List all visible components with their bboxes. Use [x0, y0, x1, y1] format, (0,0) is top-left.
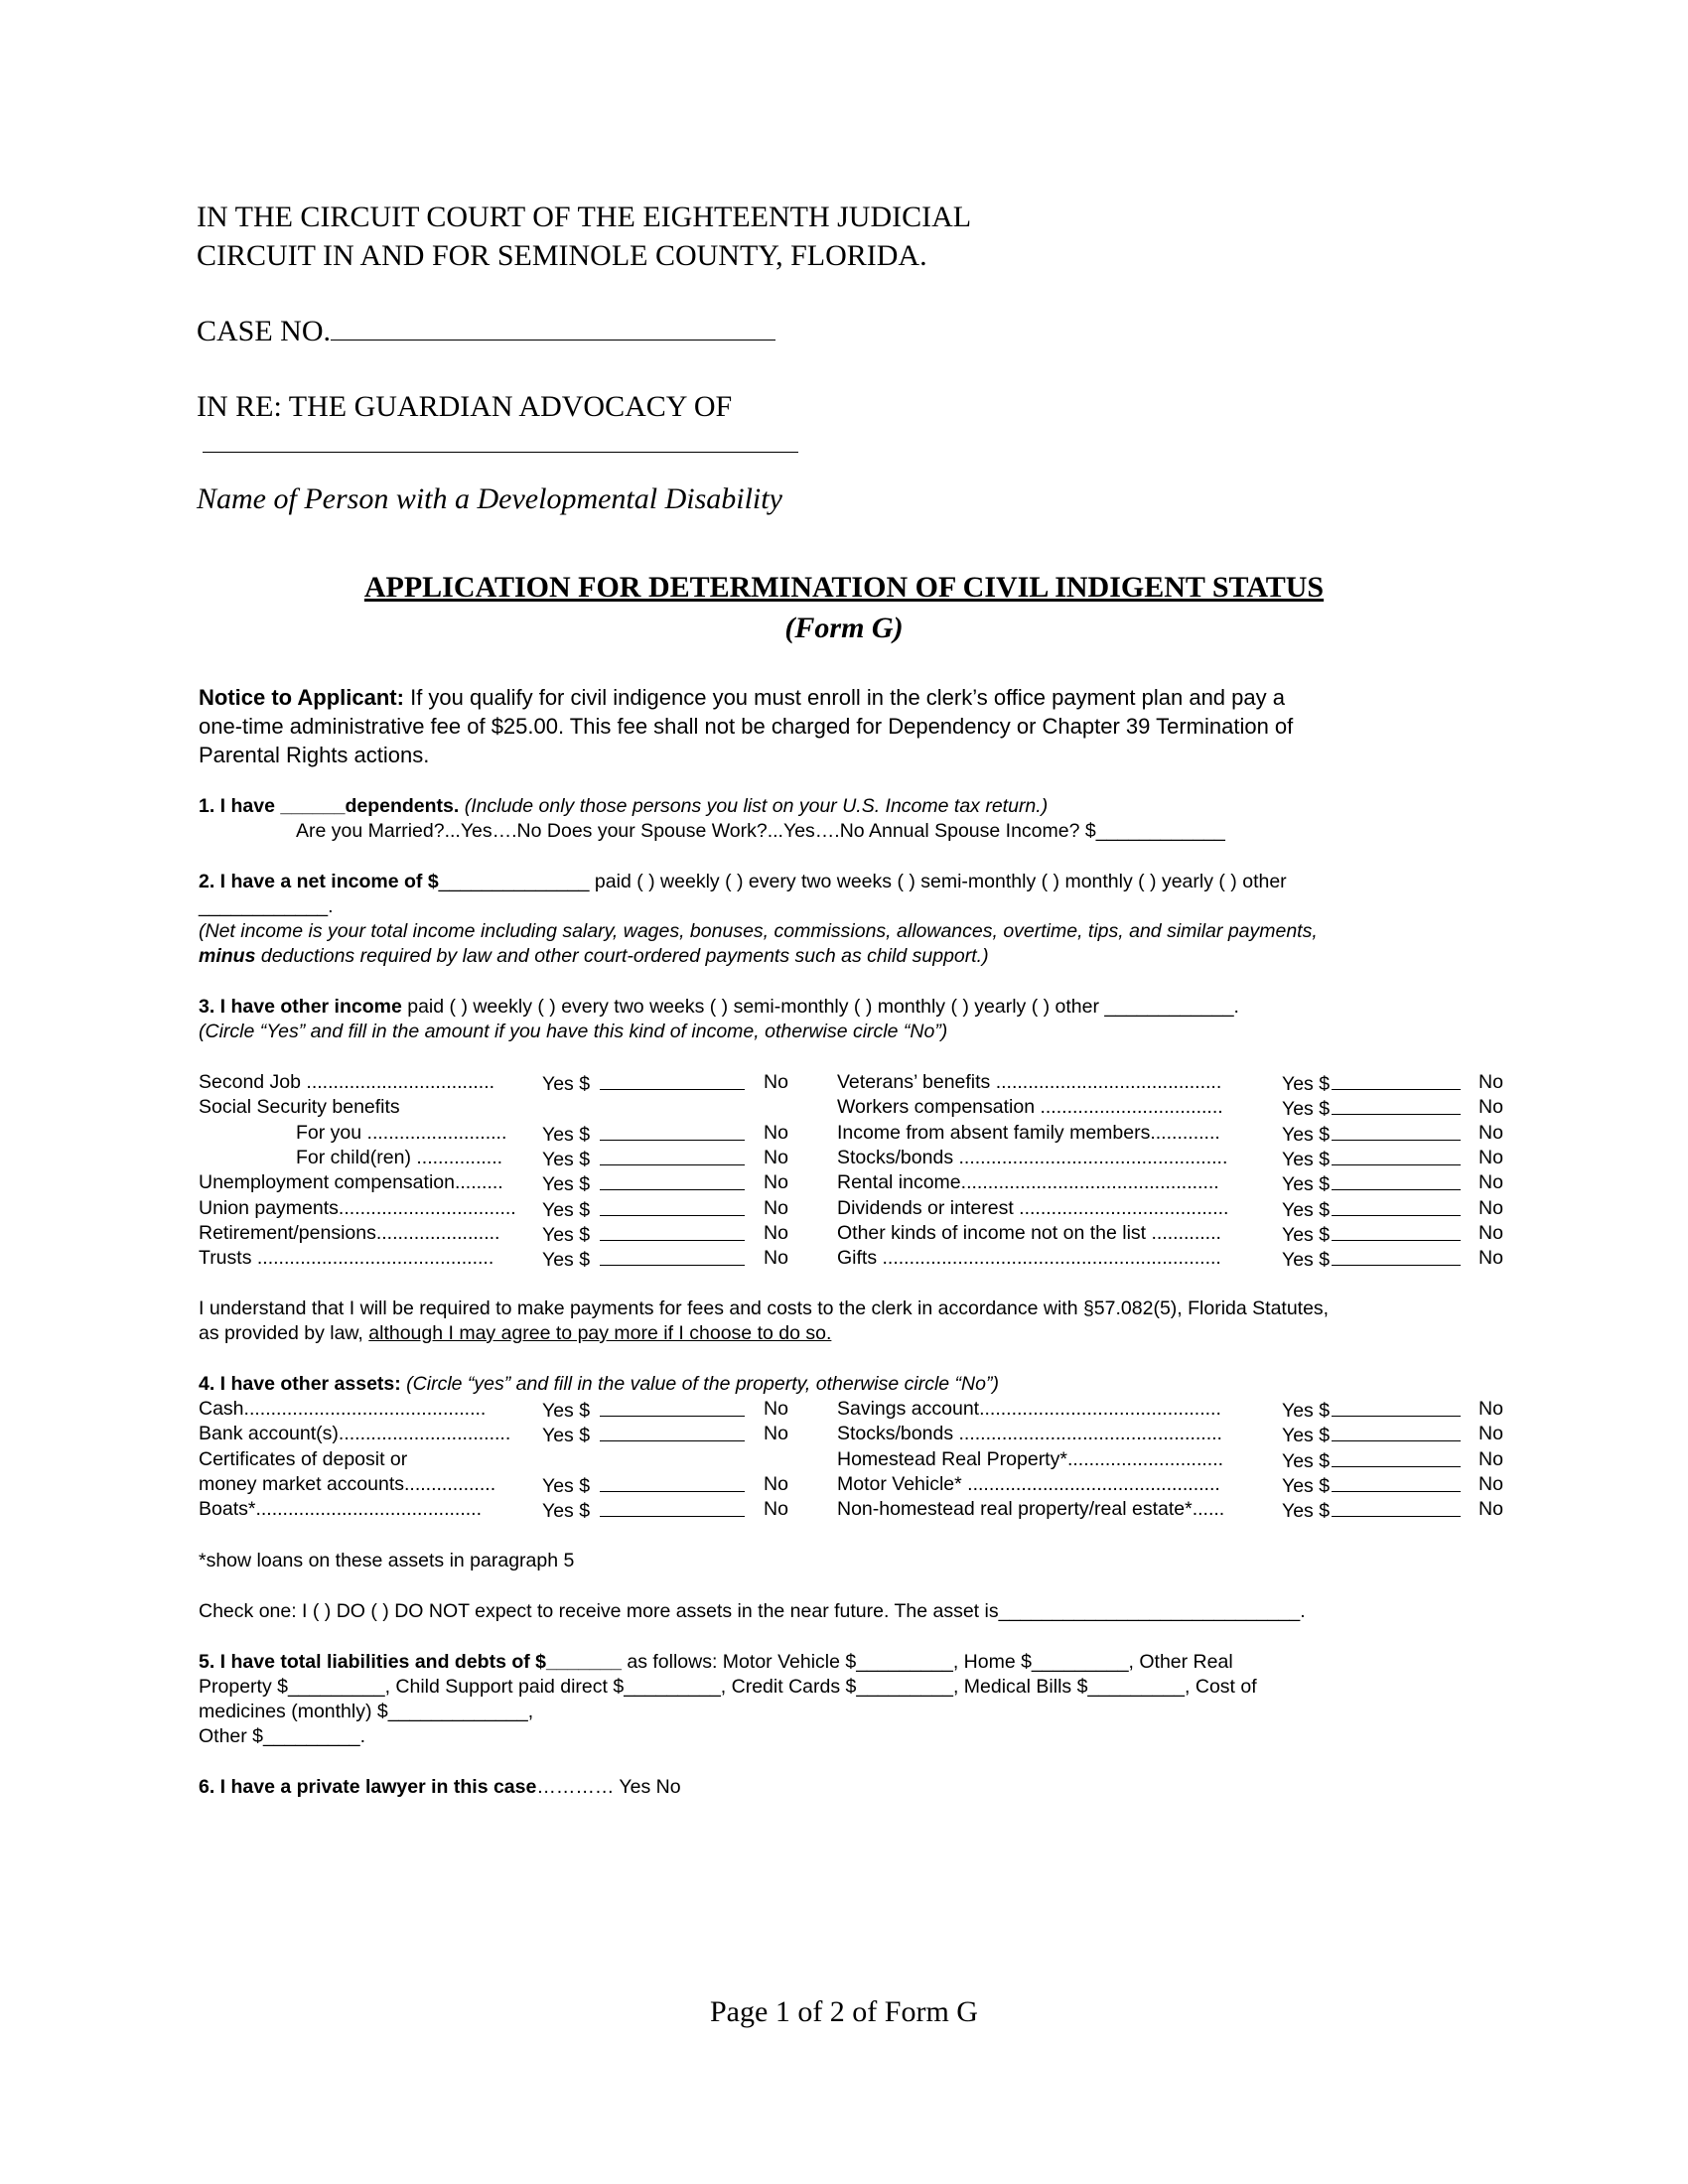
- form-title: APPLICATION FOR DETERMINATION OF CIVIL INDIGENT STATUS: [363, 571, 1325, 604]
- no-option[interactable]: No: [1478, 1121, 1503, 1144]
- yes-amount-field[interactable]: Yes $: [1282, 1147, 1461, 1171]
- amount-blank[interactable]: [1332, 1147, 1461, 1165]
- dependents-field[interactable]: ______: [280, 795, 346, 817]
- no-option[interactable]: No: [764, 1121, 788, 1144]
- notice-label: Notice to Applicant:: [199, 685, 404, 710]
- case-number: [197, 314, 775, 348]
- amount-blank[interactable]: [600, 1398, 745, 1417]
- amount-blank[interactable]: [1332, 1071, 1461, 1090]
- row-label: Motor Vehicle* ...............................................: [837, 1472, 1220, 1495]
- yes-amount-field[interactable]: Yes $: [542, 1197, 745, 1222]
- case-no-field[interactable]: [331, 314, 775, 341]
- yes-amount-field[interactable]: Yes $: [1282, 1473, 1461, 1498]
- table-row: [837, 1247, 1512, 1273]
- no-option[interactable]: No: [764, 1398, 788, 1420]
- no-option[interactable]: No: [764, 1221, 788, 1244]
- amount-blank[interactable]: [1332, 1423, 1461, 1441]
- yes-amount-field[interactable]: Yes $: [1282, 1448, 1461, 1473]
- notice-line-2: one-time administrative fee of $25.00. This fee shall not be charged for Dependency or Chapter 39 Termination of: [199, 714, 1294, 739]
- yes-amount-field[interactable]: Yes $: [1282, 1247, 1461, 1272]
- no-option[interactable]: No: [1478, 1447, 1503, 1470]
- amount-blank[interactable]: [1332, 1197, 1461, 1216]
- row-label: Rental income................................................: [837, 1171, 1219, 1194]
- court-line-1: IN THE CIRCUIT COURT OF THE EIGHTEENTH JUDICIAL: [197, 201, 972, 233]
- name-caption: Name of Person with a Developmental Disability: [197, 482, 782, 515]
- amount-blank[interactable]: [1332, 1498, 1461, 1517]
- yes-amount-field[interactable]: Yes $: [542, 1147, 745, 1171]
- row-label: Cash.............................................: [199, 1398, 487, 1420]
- amount-blank[interactable]: [600, 1222, 745, 1241]
- yes-amount-field[interactable]: Yes $: [1282, 1222, 1461, 1247]
- q2-line-1: 2. I have a net income of $______________ paid ( ) weekly ( ) every two weeks ( ) semi-monthly ( ) monthly ( ) yearly ( ) other: [199, 871, 1287, 892]
- table-row: [837, 1096, 1512, 1122]
- row-label: For child(ren) ................: [296, 1146, 503, 1168]
- amount-blank[interactable]: [600, 1197, 745, 1216]
- table-row: [199, 1222, 794, 1248]
- no-option[interactable]: No: [764, 1071, 788, 1093]
- yes-amount-field[interactable]: Yes $: [542, 1498, 745, 1523]
- row-label: money market accounts.................: [199, 1472, 496, 1495]
- yes-amount-field[interactable]: Yes $: [1282, 1122, 1461, 1147]
- row-label: Trusts ............................................: [199, 1247, 494, 1270]
- amount-blank[interactable]: [600, 1122, 745, 1141]
- q5-line-4[interactable]: Other $_________.: [199, 1725, 366, 1747]
- row-label: Veterans’ benefits ..........................................: [837, 1071, 1222, 1093]
- amount-blank[interactable]: [600, 1071, 745, 1090]
- q6-line: 6. I have a private lawyer in this case………… Yes No: [199, 1776, 681, 1798]
- page-footer: Page 1 of 2 of Form G: [710, 1995, 978, 2028]
- table-row: [837, 1122, 1512, 1148]
- yes-amount-field[interactable]: Yes $: [1282, 1071, 1461, 1096]
- amount-blank[interactable]: [1332, 1171, 1461, 1190]
- row-label: Social Security benefits: [199, 1096, 400, 1119]
- notice-line-1: Notice to Applicant: If you qualify for civil indigence you must enroll in the clerk’s office payment plan and pay a: [199, 685, 1285, 710]
- no-option[interactable]: No: [1478, 1171, 1503, 1194]
- table-row: [837, 1498, 1512, 1524]
- in-re-line: IN RE: THE GUARDIAN ADVOCACY OF: [197, 390, 733, 423]
- no-option[interactable]: No: [764, 1472, 788, 1495]
- row-label: Boats*..........................................: [199, 1498, 482, 1521]
- form-subtitle: (Form G): [784, 612, 904, 644]
- no-option[interactable]: No: [764, 1196, 788, 1219]
- yes-amount-field[interactable]: Yes $: [542, 1222, 745, 1247]
- table-row: [199, 1473, 794, 1499]
- no-option[interactable]: No: [1478, 1096, 1503, 1119]
- q5-line-3[interactable]: medicines (monthly) $_____________,: [199, 1701, 534, 1722]
- yes-amount-field[interactable]: Yes $: [542, 1247, 745, 1272]
- no-option[interactable]: No: [1478, 1146, 1503, 1168]
- amount-blank[interactable]: [600, 1247, 745, 1266]
- table-row: [199, 1147, 794, 1172]
- table-row: [199, 1247, 794, 1273]
- amount-blank[interactable]: [600, 1423, 745, 1441]
- no-option[interactable]: No: [1478, 1247, 1503, 1270]
- understand-line-1: I understand that I will be required to make payments for fees and costs to the clerk in accordance with §57.082(5), Florida Statutes,: [199, 1297, 1330, 1319]
- row-label: Union payments.................................: [199, 1196, 516, 1219]
- yes-amount-field[interactable]: Yes $: [542, 1071, 745, 1096]
- amount-blank[interactable]: [1332, 1122, 1461, 1141]
- table-row: [837, 1398, 1512, 1424]
- notice-line-3: Parental Rights actions.: [199, 743, 430, 767]
- amount-blank[interactable]: [1332, 1398, 1461, 1417]
- yes-amount-field[interactable]: Yes $: [1282, 1398, 1461, 1423]
- table-row: [199, 1096, 794, 1122]
- row-label: Gifts ...............................................................: [837, 1247, 1221, 1270]
- row-label: Stocks/bonds ..................................................: [837, 1146, 1228, 1168]
- yes-amount-field[interactable]: Yes $: [1282, 1096, 1461, 1121]
- row-label: Dividends or interest .......................................: [837, 1196, 1229, 1219]
- q1-line-1: 1. I have ______dependents. (Include only those persons you list on your U.S. Income tax return.): [199, 795, 1049, 817]
- q2-note-2: minus deductions required by law and other court-ordered payments such as child support.): [199, 945, 989, 967]
- amount-blank[interactable]: [600, 1171, 745, 1190]
- table-row: [837, 1423, 1512, 1448]
- row-label: Non-homestead real property/real estate*......: [837, 1498, 1225, 1521]
- amount-blank[interactable]: [600, 1147, 745, 1165]
- q5-line-1: 5. I have total liabilities and debts of $_______ as follows: Motor Vehicle $_________, Home $_________, Other Real: [199, 1651, 1233, 1673]
- table-row: [199, 1498, 794, 1524]
- table-row: [199, 1398, 794, 1424]
- court-line-2: CIRCUIT IN AND FOR SEMINOLE COUNTY, FLORIDA.: [197, 239, 927, 272]
- table-row: [837, 1473, 1512, 1499]
- yes-amount-field[interactable]: Yes $: [542, 1398, 745, 1423]
- yes-amount-field[interactable]: Yes $: [542, 1122, 745, 1147]
- yes-amount-field[interactable]: Yes $: [542, 1423, 745, 1447]
- ward-name-field[interactable]: [203, 452, 798, 453]
- no-option[interactable]: No: [1478, 1498, 1503, 1521]
- loans-note: *show loans on these assets in paragraph 5: [199, 1550, 575, 1571]
- table-row: [837, 1171, 1512, 1197]
- table-row: [837, 1448, 1512, 1474]
- row-label: Bank account(s)................................: [199, 1423, 511, 1445]
- q2-other-field[interactable]: ____________.: [199, 895, 334, 917]
- q3-line-1: 3. I have other income paid ( ) weekly ( ) every two weeks ( ) semi-monthly ( ) monthly ( ) yearly ( ) other ____________.: [199, 996, 1239, 1018]
- q3-note: (Circle “Yes” and fill in the amount if you have this kind of income, otherwise circle “No”): [199, 1021, 948, 1042]
- table-row: [837, 1197, 1512, 1223]
- yes-amount-field[interactable]: Yes $: [542, 1171, 745, 1196]
- row-label: Unemployment compensation.........: [199, 1171, 503, 1194]
- yes-amount-field[interactable]: Yes $: [1282, 1171, 1461, 1196]
- table-row: [837, 1147, 1512, 1172]
- q2-note-1: (Net income is your total income including salary, wages, bonuses, commissions, allowances, overtime, tips, and similar payments,: [199, 920, 1318, 942]
- table-row: [837, 1222, 1512, 1248]
- amount-blank[interactable]: [1332, 1222, 1461, 1241]
- amount-blank[interactable]: [1332, 1473, 1461, 1492]
- table-row: [199, 1171, 794, 1197]
- table-row: [199, 1122, 794, 1148]
- yes-amount-field[interactable]: Yes $: [1282, 1498, 1461, 1523]
- amount-blank[interactable]: [600, 1473, 745, 1492]
- amount-blank[interactable]: [1332, 1247, 1461, 1266]
- no-option[interactable]: No: [1478, 1423, 1503, 1445]
- q5-line-2[interactable]: Property $_________, Child Support paid direct $_________, Credit Cards $_________, Medical Bills $_________, Cost of: [199, 1676, 1257, 1698]
- q4-line-1: 4. I have other assets: (Circle “yes” and fill in the value of the property, otherwise circle “No”): [199, 1373, 999, 1395]
- yes-amount-field[interactable]: Yes $: [1282, 1423, 1461, 1447]
- row-label: Second Job ...................................: [199, 1071, 495, 1093]
- no-option[interactable]: No: [1478, 1472, 1503, 1495]
- total-debts-field[interactable]: _______: [546, 1651, 622, 1673]
- amount-blank[interactable]: [1332, 1448, 1461, 1467]
- no-option[interactable]: No: [764, 1498, 788, 1521]
- row-label: Income from absent family members.............: [837, 1121, 1220, 1144]
- yes-amount-field[interactable]: Yes $: [542, 1473, 745, 1498]
- private-lawyer-choice[interactable]: ………… Yes No: [536, 1776, 681, 1798]
- no-option[interactable]: No: [1478, 1221, 1503, 1244]
- row-label: Stocks/bonds .................................................: [837, 1423, 1222, 1445]
- q1-line-2[interactable]: Are you Married?...Yes….No Does your Spouse Work?...Yes….No Annual Spouse Income? $____________: [296, 820, 1225, 842]
- row-label: Certificates of deposit or: [199, 1447, 408, 1470]
- no-option[interactable]: No: [764, 1423, 788, 1445]
- no-option[interactable]: No: [764, 1171, 788, 1194]
- net-income-field[interactable]: ______________: [438, 871, 590, 892]
- no-option[interactable]: No: [764, 1146, 788, 1168]
- amount-blank[interactable]: [1332, 1096, 1461, 1115]
- table-row: [199, 1423, 794, 1448]
- check-one-line[interactable]: Check one: I ( ) DO ( ) DO NOT expect to receive more assets in the near future. The asset is____________________________.: [199, 1600, 1306, 1622]
- no-option[interactable]: No: [1478, 1071, 1503, 1093]
- no-option[interactable]: No: [1478, 1196, 1503, 1219]
- table-row: [199, 1448, 794, 1474]
- row-label: Other kinds of income not on the list .............: [837, 1221, 1221, 1244]
- yes-amount-field[interactable]: Yes $: [1282, 1197, 1461, 1222]
- row-label: Retirement/pensions.......................: [199, 1221, 500, 1244]
- no-option[interactable]: No: [1478, 1398, 1503, 1420]
- no-option[interactable]: No: [764, 1247, 788, 1270]
- table-row: [199, 1197, 794, 1223]
- understand-line-2: as provided by law, although I may agree to pay more if I choose to do so.: [199, 1322, 832, 1344]
- row-label: Homestead Real Property*.............................: [837, 1447, 1224, 1470]
- amount-blank[interactable]: [600, 1498, 745, 1517]
- row-label: For you ..........................: [296, 1121, 507, 1144]
- row-label: Savings account.............................................: [837, 1398, 1221, 1420]
- table-row: [199, 1071, 794, 1097]
- case-no-label: CASE NO.: [197, 315, 332, 347]
- row-label: Workers compensation ..................................: [837, 1096, 1223, 1119]
- table-row: [837, 1071, 1512, 1097]
